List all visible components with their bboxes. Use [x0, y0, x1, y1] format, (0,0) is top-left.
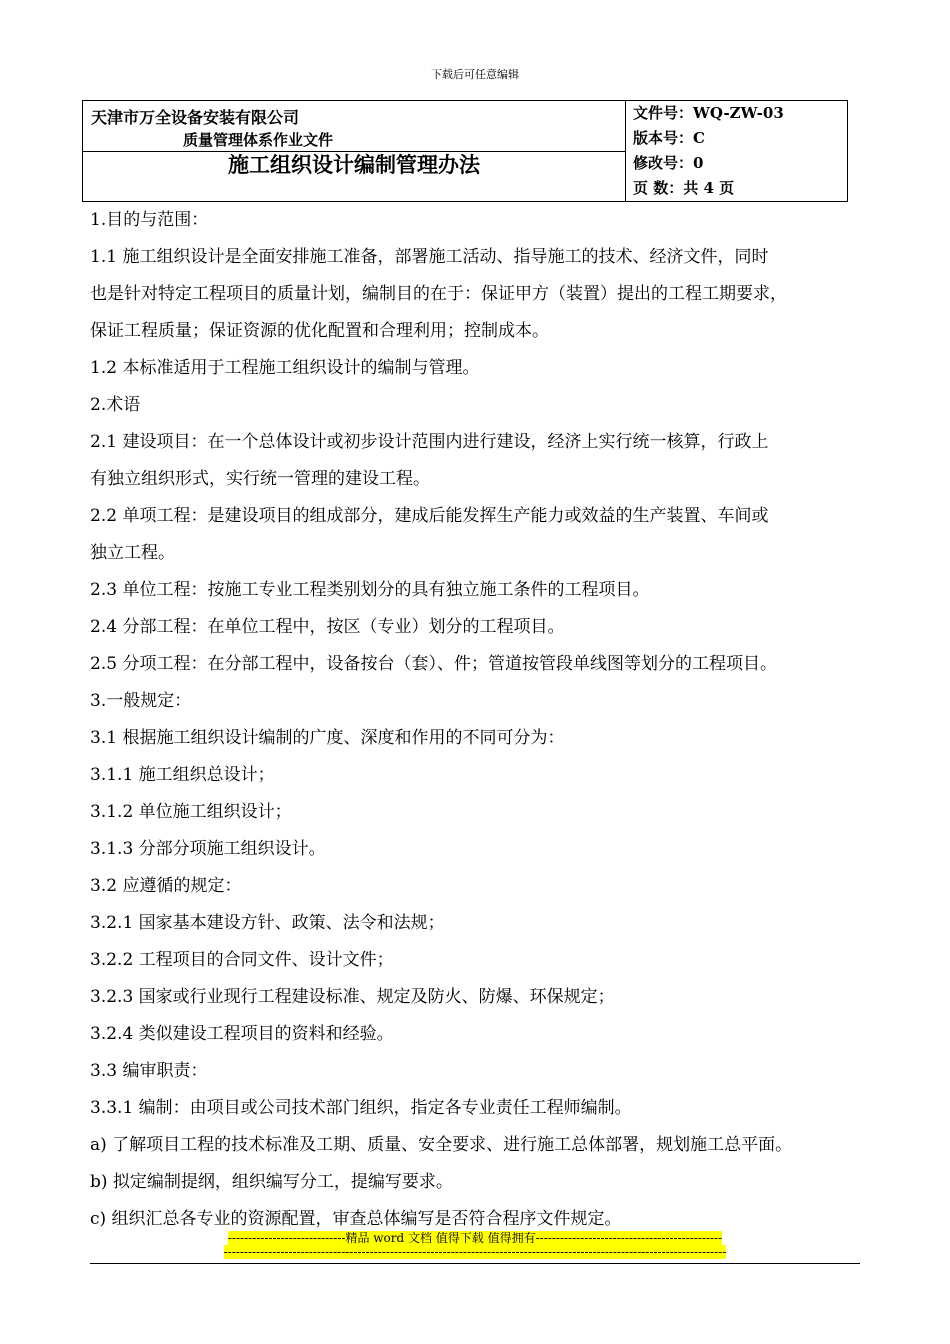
body-line: a) 了解项目工程的技术标准及工期、质量、安全要求、进行施工总体部署，规划施工总平面。: [90, 1135, 793, 1155]
body-line: 独立工程。: [90, 543, 175, 563]
header-left-cell: [83, 101, 626, 201]
page-count: 页 数：共 4 页: [633, 179, 735, 197]
footer-text-2: ----------------------------------------------------------------------------------------------------------------------------: [223, 1245, 727, 1259]
body-line: 也是针对特定工程项目的质量计划，编制目的在于：保证甲方（装置）提出的工程工期要求，: [90, 284, 787, 304]
body-line: 3.2.3 国家或行业现行工程建设标准、规定及防火、防爆、环保规定；: [90, 987, 615, 1007]
body-line: 3.1.3 分部分项施工组织设计。: [90, 839, 326, 859]
doc-number: 文件号：WQ-ZW-03: [633, 104, 784, 122]
body-line: 3.1 根据施工组织设计编制的广度、深度和作用的不同可分为：: [90, 728, 565, 748]
body-line: 3.1.1 施工组织总设计；: [90, 765, 275, 785]
company-name: 天津市万全设备安装有限公司: [91, 108, 300, 127]
body-line: 2.2 单项工程：是建设项目的组成部分，建成后能发挥生产能力或效益的生产装置、车间或: [90, 506, 769, 526]
document-body: [90, 202, 875, 1238]
body-line: 3.1.2 单位施工组织设计；: [90, 802, 292, 822]
version-number: 版本号：C: [633, 129, 705, 147]
revision-number: 修改号：0: [633, 154, 704, 172]
header-meta-cell: [633, 101, 843, 201]
body-line: 1.目的与范围：: [90, 210, 209, 230]
system-name: 质量管理体系作业文件: [183, 131, 334, 149]
body-line: 2.5 分项工程：在分部工程中，设备按台（套）、件；管道按管段单线图等划分的工程项目。: [90, 654, 777, 674]
document-title: 施工组织设计编制管理办法: [228, 152, 480, 177]
body-line: 3.2.1 国家基本建设方针、政策、法令和法规；: [90, 913, 445, 933]
body-line: 有独立组织形式，实行统一管理的建设工程。: [90, 469, 430, 489]
body-line: 3.3 编审职责：: [90, 1061, 208, 1081]
document-header-table: [82, 100, 848, 202]
body-line: 1.2 本标准适用于工程施工组织设计的编制与管理。: [90, 358, 480, 378]
body-line: 1.1 施工组织设计是全面安排施工准备，部署施工活动、指导施工的技术、经济文件，同时: [90, 247, 769, 267]
body-line: 2.1 建设项目：在一个总体设计或初步设计范围内进行建设，经济上实行统一核算，行政上: [90, 432, 769, 452]
top-note: 下载后可任意编辑: [431, 68, 519, 81]
body-line: b) 拟定编制提纲，组织编写分工，提编写要求。: [90, 1172, 453, 1192]
body-line: 2.术语: [90, 395, 141, 415]
body-line: c) 组织汇总各专业的资源配置，审查总体编写是否符合程序文件规定。: [90, 1209, 622, 1229]
body-line: 2.4 分部工程：在单位工程中，按区（专业）划分的工程项目。: [90, 617, 565, 637]
footer-banner-line-2: [0, 1245, 950, 1259]
body-line: 保证工程质量；保证资源的优化配置和合理利用；控制成本。: [90, 321, 549, 341]
body-line: 3.2 应遵循的规定：: [90, 876, 242, 896]
footer-banner-line-1: [0, 1229, 950, 1246]
bottom-divider: [90, 1263, 860, 1264]
body-line: 3.2.2 工程项目的合同文件、设计文件；: [90, 950, 394, 970]
header-company-cell: [83, 101, 625, 152]
body-line: 3.一般规定：: [90, 691, 192, 711]
body-line: 3.3.1 编制：由项目或公司技术部门组织，指定各专业责任工程师编制。: [90, 1098, 632, 1118]
body-line: 2.3 单位工程：按施工专业工程类别划分的具有独立施工条件的工程项目。: [90, 580, 650, 600]
body-line: 3.2.4 类似建设工程项目的资料和经验。: [90, 1024, 394, 1044]
footer-text-1: -----------------------------精品 word 文档 值得下载 值得拥有----------------------------------------------: [227, 1231, 723, 1245]
